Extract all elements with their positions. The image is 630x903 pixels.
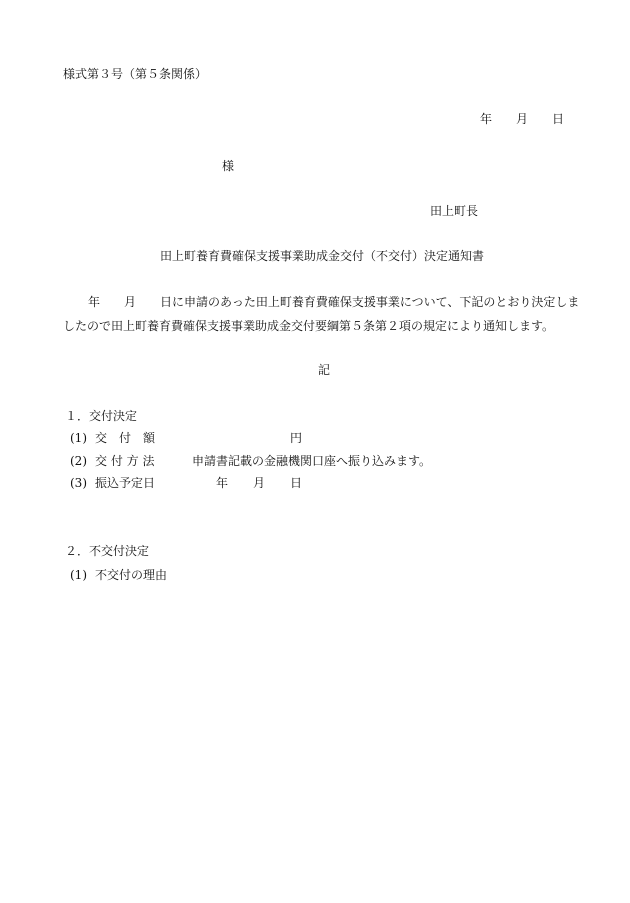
item-number: (1) <box>70 568 87 582</box>
date-year-label: 年 <box>480 112 493 126</box>
body-line-2: したので田上町養育費確保支援事業助成金交付要綱第５条第２項の規定により通知します。 <box>63 319 555 333</box>
issuer-name: 田上町長 <box>430 204 479 218</box>
date-day-label: 日 <box>552 112 565 126</box>
body-month-label: 月 <box>124 295 137 309</box>
date-line <box>480 113 564 125</box>
item-1-1 <box>70 432 87 444</box>
item-1-3-date <box>216 477 302 489</box>
item-2-1 <box>70 569 87 581</box>
transfer-day-label: 日 <box>290 476 303 490</box>
body-year-label: 年 <box>88 295 101 309</box>
item-1-2 <box>70 455 87 467</box>
transfer-year-label: 年 <box>216 476 229 490</box>
addressee-honorific: 様 <box>222 159 235 173</box>
ki-mark: 記 <box>318 363 331 377</box>
item-number: (1) <box>70 431 87 445</box>
body-line-1-text: 日に申請のあった田上町養育費確保支援事業について、下記のとおり決定しま <box>160 295 580 309</box>
form-number: 様式第３号（第５条関係） <box>63 67 208 81</box>
item-1-2-value: 申請書記載の金融機関口座へ振り込みます。 <box>192 454 432 468</box>
item-number: (3) <box>70 476 87 490</box>
section-1-heading: １．交付決定 <box>65 409 138 423</box>
item-1-1-value: 円 <box>290 431 303 445</box>
body-line-1 <box>88 296 579 308</box>
section-2-heading: ２．不交付決定 <box>65 544 150 558</box>
item-number: (2) <box>70 454 87 468</box>
item-1-1-label: 交 付 額 <box>95 431 156 445</box>
item-1-2-label: 交 付 方 法 <box>95 454 155 468</box>
item-2-1-label: 不交付の理由 <box>95 568 168 582</box>
date-month-label: 月 <box>516 112 529 126</box>
document-title: 田上町養育費確保支援事業助成金交付（不交付）決定通知書 <box>160 249 485 263</box>
transfer-month-label: 月 <box>253 476 266 490</box>
item-1-3 <box>70 477 87 489</box>
item-1-3-label: 振込予定日 <box>95 476 156 490</box>
